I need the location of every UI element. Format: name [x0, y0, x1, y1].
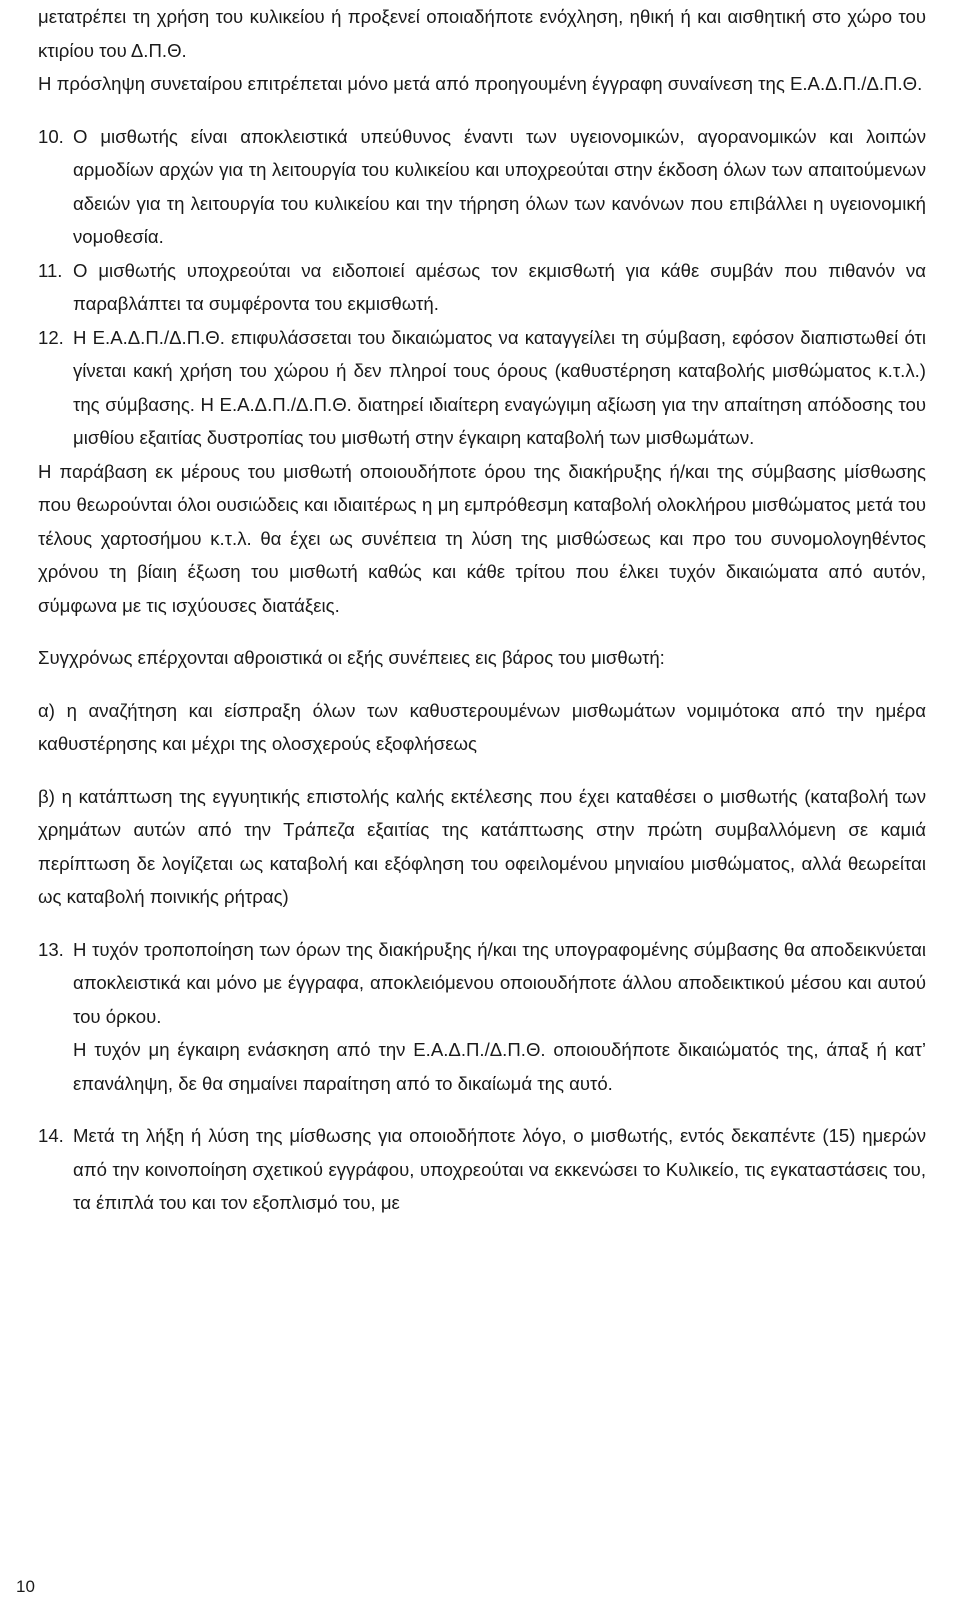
page-number: 10 [16, 1577, 35, 1596]
spacer [38, 675, 926, 694]
consequence-b: β) η κατάπτωση της εγγυητικής επιστολής καλής εκτέλεσης που έχει καταθέσει ο μισθωτής (καταβολή των χρημάτων αυτών από την Τράπεζα εξαιτίας της κατάπτωσης στην πρώτη συμβαλλόμενη σε καμιά περίπτωση δε λογίζεται ως καταβολή και εξόφληση του οφειλομένου μηνιαίου μισθώματος, αλλά θεωρείται ως καταβολή ποινικής ρήτρας) [38, 785, 926, 907]
partner-clause: Η πρόσληψη συνεταίρου επιτρέπεται μόνο μετά από προηγουμένη έγγραφη συναίνεση της Ε.Α.Δ.Π./Δ.Π.Θ. [38, 73, 923, 94]
clause-number: 12. [38, 326, 64, 348]
clause-number: 10. [38, 125, 64, 147]
clause-12 [38, 321, 926, 455]
indent [38, 1033, 73, 1100]
clause-text: Ο μισθωτής υποχρεούται να ειδοποιεί αμέσως τον εκμισθωτή για κάθε συμβάν που πιθανόν να παραβλάπτει τα συμφέροντα του εκμισθωτή. [73, 259, 926, 314]
clause-text: Μετά τη λήξη ή λύση της μίσθωσης για οποιοδήποτε λόγο, ο μισθωτής, εντός δεκαπέντε (15) ημερών από την κοινοποίηση σχετικού εγγράφου, υποχρεούται να εκκενώσει το Κυλικείο, τις εγκαταστάσεις του, τα έπιπλά του και τον εξοπλισμό του, με [73, 1125, 926, 1213]
consequence-a: α) η αναζήτηση και είσπραξη όλων των καθυστερουμένων μισθωμάτων νομιμότοκα από την ημέρα καθυστέρησης και μέχρι της ολοσχερούς εξοφλήσεως [38, 699, 926, 754]
spacer [38, 1100, 926, 1119]
clause-text: Η τυχόν τροποποίηση των όρων της διακήρυξης ή/και της υπογραφομένης σύμβασης θα αποδεικνύεται αποκλειστικά και μόνο με έγγραφα, αποκλειόμενου οποιουδήποτε άλλου αποδεικτικού μέσου και αυτού του όρκου. [73, 938, 926, 1027]
clause-14 [38, 1119, 926, 1220]
clause-13-continued [38, 1033, 926, 1100]
spacer [38, 101, 926, 120]
document-body [38, 0, 926, 1220]
clause-text: Η τυχόν μη έγκαιρη ενάσκηση από την Ε.Α.Δ.Π./Δ.Π.Θ. οποιουδήποτε δικαιώματός της, άπαξ ή κατ’ επανάληψη, δε θα σημαίνει παραίτηση από το δικαίωμά της αυτό. [73, 1039, 926, 1094]
clause-number: 13. [38, 938, 64, 960]
spacer [38, 914, 926, 933]
clause-11 [38, 254, 926, 321]
breach-paragraph: Η παράβαση εκ μέρους του μισθωτή οποιουδήποτε όρου της διακήρυξης ή/και της σύμβασης μίσθωσης που θεωρούνται όλοι ουσιώδεις και ιδιαιτέρως η μη εμπρόθεσμη καταβολή ολοκλήρου μισθώματος μετά του τέλους χαρτοσήμου κ.τ.λ. θα έχει ως συνέπεια τη λύση της μισθώσεως και προ του συνομολογηθέντος χρόνου τη βίαιη έξωση του μισθωτή καθώς και κάθε τρίτου που έλκει τυχόν δικαιώματα από αυτόν, σύμφωνα με τις ισχύουσες διατάξεις. [38, 460, 926, 616]
clause-10 [38, 120, 926, 254]
continued-text: μετατρέπει τη χρήση του κυλικείου ή προξενεί οποιαδήποτε ενόχληση, ηθική ή και αισθητική στο χώρο του κτιρίου του Δ.Π.Θ. [38, 6, 926, 61]
clause-number: 14. [38, 1125, 64, 1146]
clause-number: 11. [38, 259, 63, 281]
clause-13 [38, 933, 926, 1034]
clause-text: Η Ε.Α.Δ.Π./Δ.Π.Θ. επιφυλάσσεται του δικαιώματος να καταγγείλει τη σύμβαση, εφόσον διαπιστωθεί ότι γίνεται κακή χρήση του χώρου ή δεν πληροί τους όρους (καθυστέρηση καταβολής μισθώματος κ.τ.λ.) της σύμβασης. Η Ε.Α.Δ.Π./Δ.Π.Θ. διατηρεί ιδιαίτερη εναγώγιμη αξίωση για την απαίτηση απόδοσης του μισθίου εξαιτίας δυστροπίας του μισθωτή στην έγκαιρη καταβολή των μισθωμάτων. [73, 326, 926, 448]
consequences-intro: Συγχρόνως επέρχονται αθροιστικά οι εξής συνέπειες εις βάρος του μισθωτή: [38, 647, 665, 668]
spacer [38, 622, 926, 641]
spacer [38, 761, 926, 780]
clause-text: Ο μισθωτής είναι αποκλειστικά υπεύθυνος έναντι των υγειονομικών, αγορανομικών και λοιπών αρμοδίων αρχών για τη λειτουργία του κυλικείου και υποχρεούται στην έκδοση όλων των απαιτούμενων αδειών για τη λειτουργία του κυλικείου και την τήρηση όλων των κανόνων που επιβάλλει η υγειονομική νομοθεσία. [73, 125, 926, 247]
